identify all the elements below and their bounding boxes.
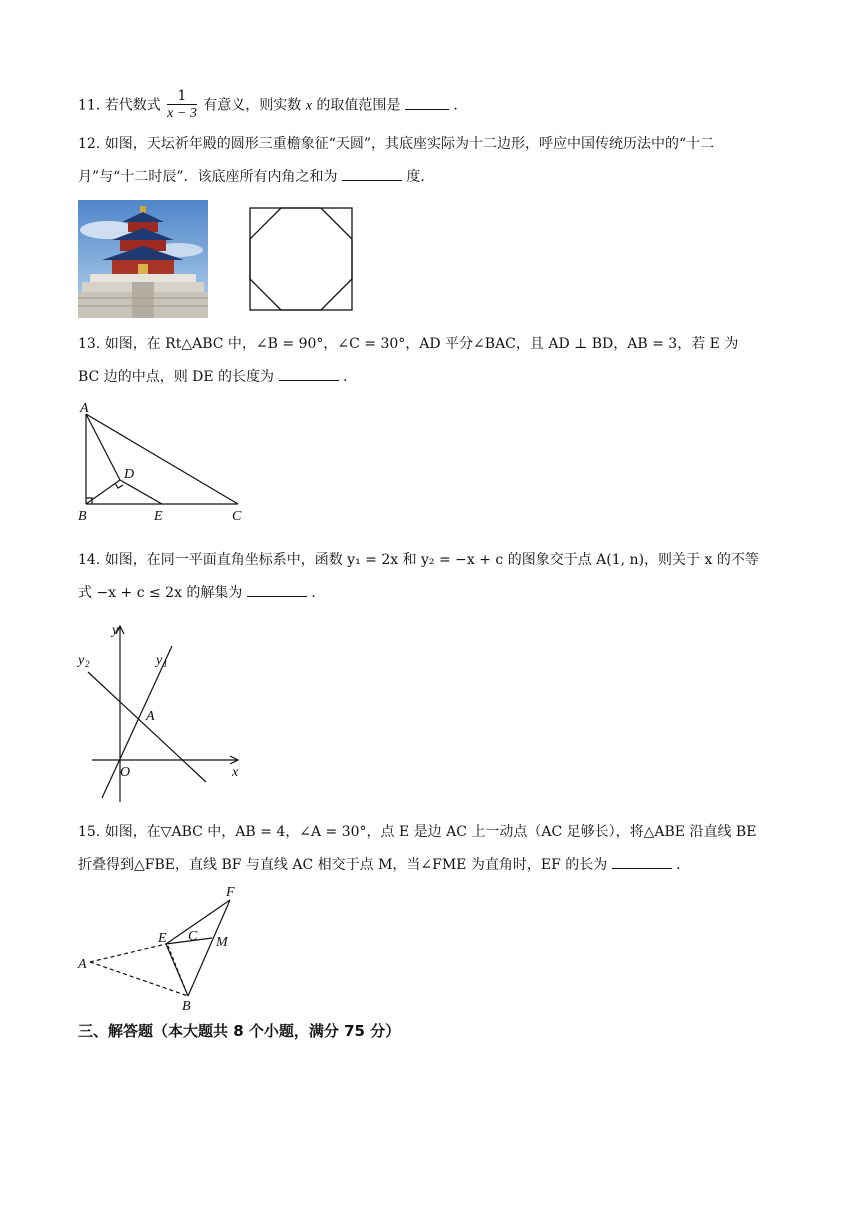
q13-answer-blank[interactable] [279,366,339,381]
q13-line-2 [78,366,347,387]
q14-answer-blank[interactable] [247,582,307,597]
q13-label-a: A [80,401,89,416]
q13-label-e: E [154,509,163,524]
q14-line-1: 14. 如图，在同一平面直角坐标系中，函数 y₁ = 2x 和 y₂ = −x + c 的图象交于点 A(1, n)，则关于 x 的不等 [78,552,759,568]
q14-line-2 [78,582,316,603]
q15-answer-blank[interactable] [612,854,672,869]
q15-label-m: M [216,935,228,950]
q14-label-y-axis: y [112,623,119,638]
q14-coordinate-figure [74,618,254,808]
q11-variable: x [305,98,312,114]
q12-line-2 [78,166,434,187]
q11-text-end: . [453,97,458,114]
q15-label-f: F [226,885,235,900]
q11-fraction [167,88,197,123]
q14-label-y1: y [156,653,163,668]
q13-text-post: . [342,369,348,385]
q14-label-y2-sub: 2 [85,659,90,669]
q11-number: 11. [78,97,101,114]
q14-text-pre: 式 −x + c ≤ 2x 的解集为 [78,585,243,601]
q15-fold-figure [74,880,254,1012]
q12-text-pre: 月”与“十二时辰”．该底座所有内角之和为 [78,169,338,185]
q11-answer-blank[interactable] [405,95,449,110]
q14-text-post: . [311,585,316,601]
q15-label-e: E [158,931,167,946]
q11-text-pre: 若代数式 [104,97,161,114]
section-3-heading: 三、解答题（本大题共 8 个小题，满分 75 分） [78,1022,401,1040]
q15-label-c: C [188,929,198,944]
q12-answer-blank[interactable] [342,166,402,181]
q13-label-c: C [232,509,242,524]
q15-text-pre: 折叠得到△FBE，直线 BF 与直线 AC 相交于点 M，当∠FME 为直角时，EF 的长为 [78,857,608,873]
q11-frac-numerator: 1 [167,88,197,105]
q15-label-b: B [182,999,191,1012]
q13-triangle-figure [74,398,254,524]
square-octagon-figure [248,206,354,312]
q14-label-y1-sub: 1 [163,659,168,669]
q14-label-a: A [146,709,155,724]
q15-line-2 [78,854,681,875]
q14-label-y2: y [78,653,85,668]
q11-frac-denominator: x − 3 [167,106,197,121]
q12-text-post: 度． [406,169,435,185]
q14-label-origin: O [120,765,131,780]
q11-text-mid: 有意义，则实数 [203,97,302,114]
q13-label-d: D [124,467,135,482]
q11-text-post: 的取值范围是 [316,97,401,114]
q15-label-a: A [78,957,87,972]
q13-text-pre: BC 边的中点，则 DE 的长度为 [78,369,275,385]
question-11 [78,88,458,123]
q15-line-1: 15. 如图，在▽ABC 中，AB = 4，∠A = 30°，点 E 是边 AC 上一动点（AC 足够长），将△ABE 沿直线 BE [78,824,757,840]
q12-line-1: 12. 如图，天坛祈年殿的圆形三重檐象征“天圆”，其底座实际为十二边形，呼应中国传统历法中的“十二 [78,136,715,152]
q14-label-x-axis: x [232,765,239,780]
q13-line-1: 13. 如图，在 Rt△ABC 中，∠B = 90°，∠C = 30°，AD 平分∠BAC，且 AD ⊥ BD，AB = 3，若 E 为 [78,336,739,352]
q13-label-b: B [78,509,87,524]
temple-of-heaven-photo [78,200,208,318]
q15-text-post: . [676,857,681,873]
